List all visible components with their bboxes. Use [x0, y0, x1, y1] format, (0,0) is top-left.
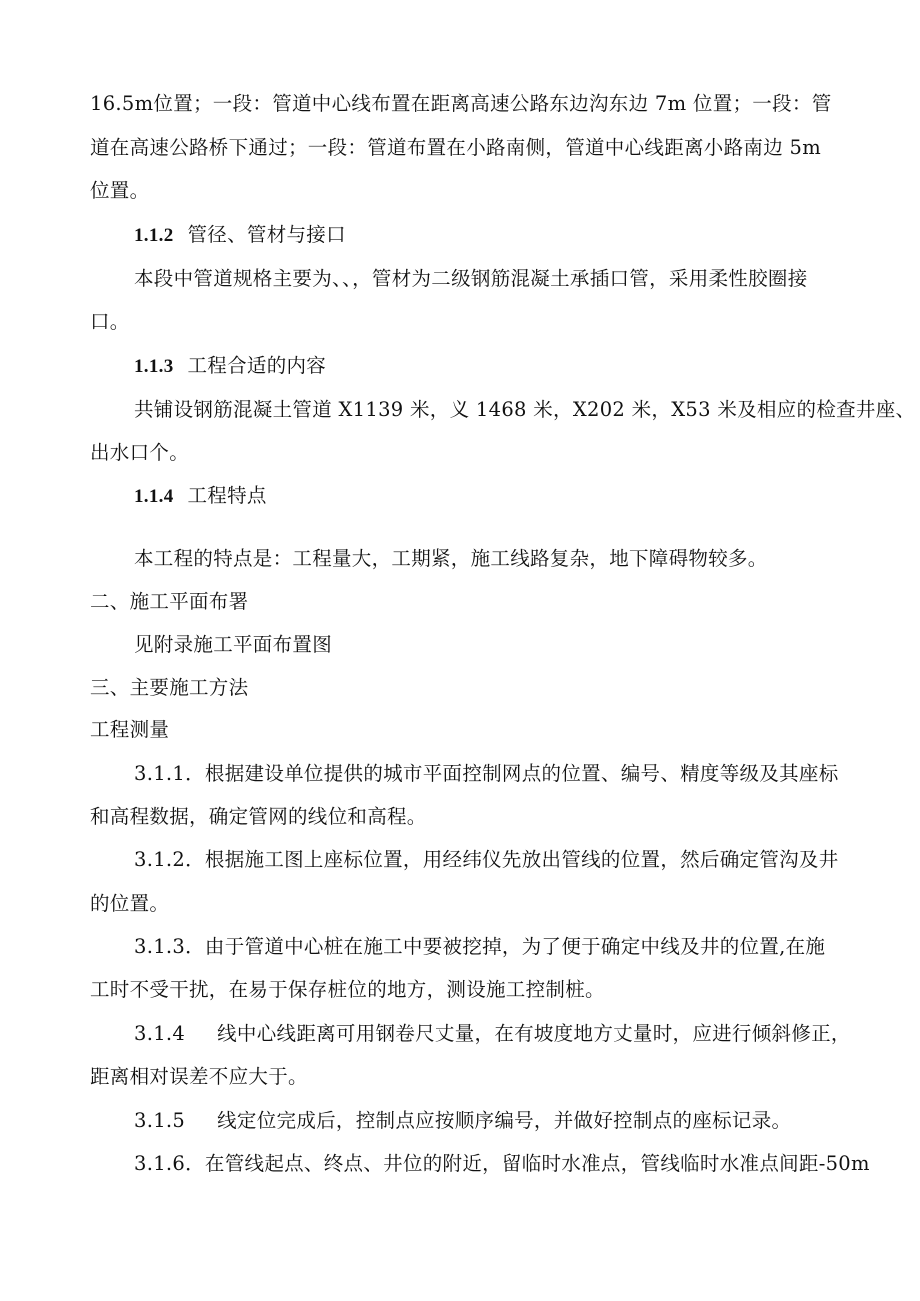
heading-number: 1.1.4	[134, 486, 174, 507]
heading-1-1-4	[134, 482, 267, 511]
paragraph-line: 16.5m位置；一段：管道中心线布置在距离高速公路东边沟东边 7m 位置；一段：管	[90, 92, 832, 115]
heading-text: 工程合适的内容	[187, 354, 327, 377]
paragraph-line: 3.1.1．根据建设单位提供的城市平面控制网点的位置、编号、精度等级及其座标	[134, 762, 839, 785]
heading-number: 1.1.3	[134, 356, 174, 377]
paragraph-line: 位置。	[90, 179, 150, 202]
section-heading-2: 二、施工平面布署	[90, 590, 249, 613]
paragraph-line: 道在高速公路桥下通过；一段：管道布置在小路南侧，管道中心线距离小路南边 5m	[90, 136, 821, 159]
item-3-1-4	[134, 1020, 851, 1048]
heading-text: 管径、管材与接口	[187, 223, 346, 246]
paragraph-line: 口。	[90, 310, 130, 333]
paragraph-line: 工时不受干扰，在易于保存桩位的地方，测设施工控制桩。	[90, 978, 605, 1001]
item-number: 3.1.5	[134, 1109, 186, 1132]
paragraph-line: 距离相对误差不应大于。	[90, 1065, 308, 1088]
heading-1-1-2	[134, 221, 346, 250]
heading-text: 工程特点	[187, 484, 267, 507]
paragraph-line: 见附录施工平面布置图	[134, 633, 333, 656]
subsection-heading: 工程测量	[90, 718, 170, 741]
item-text: 线定位完成后，控制点应按顺序编号，并做好控制点的座标记录。	[217, 1109, 792, 1132]
paragraph-line: 3.1.6．在管线起点、终点、井位的附近，留临时水准点，管线临时水准点间距-50m	[134, 1152, 870, 1175]
paragraph-line: 的位置。	[90, 892, 170, 915]
paragraph-line: 3.1.2．根据施工图上座标位置，用经纬仪先放出管线的位置，然后确定管沟及井	[134, 848, 839, 871]
item-3-1-5	[134, 1107, 791, 1135]
paragraph-line: 共铺设钢筋混凝土管道 X1139 米，义 1468 米，X202 米，X53 米及相应的检查井座、	[134, 398, 916, 421]
item-text: 线中心线距离可用钢卷尺丈量，在有坡度地方丈量时，应进行倾斜修正，	[217, 1022, 851, 1045]
heading-number: 1.1.2	[134, 225, 174, 246]
heading-1-1-3	[134, 352, 326, 381]
item-number: 3.1.4	[134, 1022, 186, 1045]
paragraph-line: 3.1.3．由于管道中心桩在施工中要被挖掉，为了便于确定中线及井的位置,在施	[134, 935, 826, 958]
paragraph-line: 出水口个。	[90, 441, 190, 464]
paragraph-line: 本段中管道规格主要为、、，管材为二级钢筋混凝土承插口管，采用柔性胶圈接	[134, 267, 808, 290]
paragraph-line: 和高程数据，确定管网的线位和高程。	[90, 805, 427, 828]
section-heading-3: 三、主要施工方法	[90, 676, 249, 699]
paragraph-line: 本工程的特点是：工程量大，工期紧，施工线路复杂，地下障碍物较多。	[134, 547, 768, 570]
